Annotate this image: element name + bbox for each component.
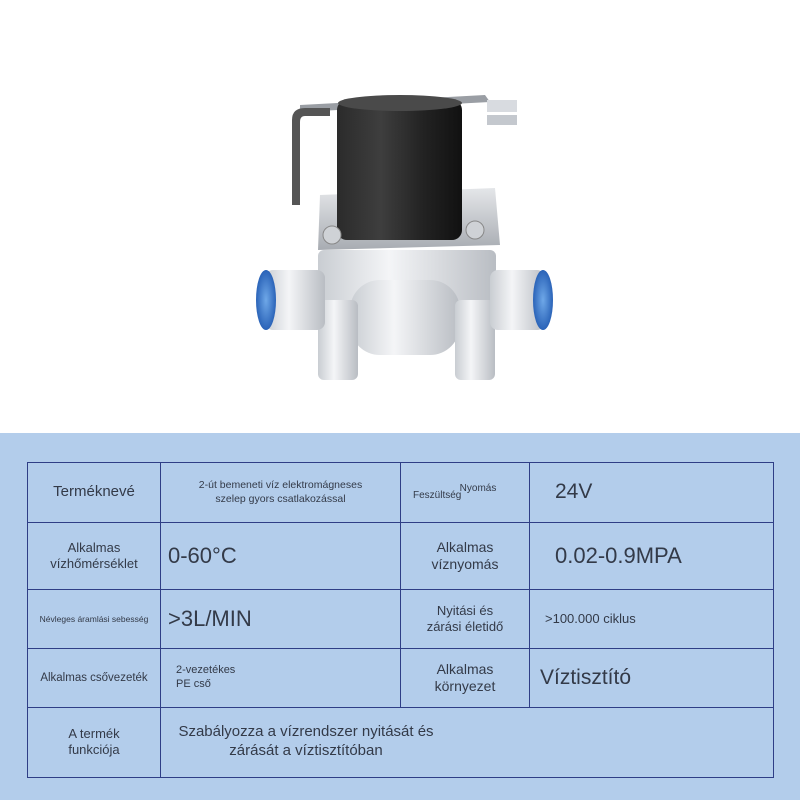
environment-value: Víztisztító xyxy=(540,665,632,689)
flow-value: >3L/MIN xyxy=(168,606,252,632)
life-value: >100.000 ciklus xyxy=(545,610,636,626)
voltage-label: Feszültség xyxy=(413,489,462,501)
life-label: Nyitási és zárási életidő xyxy=(426,602,504,634)
function-value: Szabályozza a vízrendszer nyitását és zárását a víztisztítóban xyxy=(178,723,434,759)
function-label: A termék funkciója xyxy=(68,725,120,757)
col-divider xyxy=(529,462,530,708)
environment-label: Alkalmas környezet xyxy=(434,660,496,694)
product-name-value: 2-út bemeneti víz elektromágneses szelep gyors csatlakozással xyxy=(198,479,363,505)
pipe-label: Alkalmas csővezeték xyxy=(40,671,148,684)
flow-label: Névleges áramlási sebesség xyxy=(39,613,149,624)
water-pressure-label: Alkalmas víznyomás xyxy=(431,538,499,572)
voltage-value: 24V xyxy=(555,480,593,504)
product-name-label: Terméknevé xyxy=(53,483,135,501)
pipe-value: 2-vezetékes PE cső xyxy=(176,664,236,690)
pressure-label-overlay: Nyomás xyxy=(459,482,497,494)
water-pressure-value: 0.02-0.9MPA xyxy=(555,543,682,569)
water-temp-label: Alkalmas vízhőmérséklet xyxy=(50,539,138,571)
water-temp-value: 0-60°C xyxy=(168,543,237,569)
